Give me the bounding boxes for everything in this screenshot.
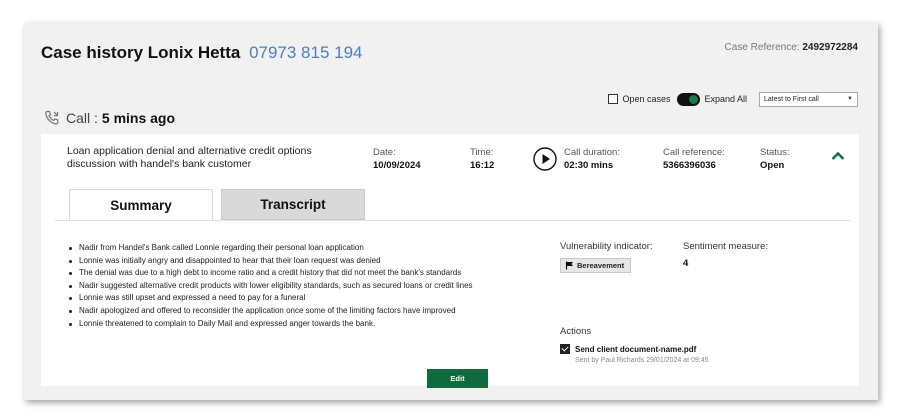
action-sent-info: Sent by Paul Richards 29/01/2024 at 09:45 <box>575 357 709 364</box>
summary-list <box>67 242 537 330</box>
call-label: Call : <box>66 110 98 126</box>
play-recording-icon[interactable] <box>533 147 557 171</box>
summary-item: Nadir suggested alternative credit products with lower eligibility standards, such as secured loans or credit lines <box>67 280 537 293</box>
page-title <box>41 43 363 63</box>
call-time-ago: 5 mins ago <box>101 110 176 126</box>
vulnerability-badge-text: Bereavement <box>577 261 625 270</box>
actions-heading: Actions <box>560 326 592 337</box>
case-reference-label: Case Reference: <box>724 42 800 53</box>
date-value: 10/09/2024 <box>373 160 421 171</box>
case-reference-value: 2492972284 <box>802 42 858 53</box>
chevron-up-icon[interactable] <box>831 151 845 161</box>
call-status <box>760 146 790 172</box>
time-value: 16:12 <box>470 160 495 171</box>
open-cases-label: Open cases <box>622 94 671 104</box>
summary-item: Lonnie was still upset and expressed a need to pay for a funeral <box>67 292 537 305</box>
list-controls <box>608 91 858 107</box>
sentiment-label: Sentiment measure: <box>683 241 769 252</box>
flag-icon <box>565 261 574 270</box>
expand-all-toggle[interactable] <box>677 93 700 106</box>
expand-all-label: Expand All <box>704 94 747 104</box>
action-item <box>560 344 696 354</box>
call-reference <box>663 146 725 172</box>
edit-button[interactable]: Edit <box>427 369 488 388</box>
case-reference <box>725 42 858 53</box>
open-cases-checkbox[interactable] <box>608 94 618 104</box>
summary-item: Lonnie was initially angry and disappointed to hear that their loan request was denied <box>67 255 537 268</box>
chevron-down-icon: ▼ <box>847 95 853 102</box>
reference-value: 5366396036 <box>663 160 716 171</box>
vulnerability-label: Vulnerability indicator: <box>560 241 653 252</box>
summary-item: Lonnie threatened to complain to Daily Mail and expressed anger towards the bank. <box>67 318 537 331</box>
action-checkbox[interactable] <box>560 344 570 354</box>
tab-transcript[interactable]: Transcript <box>221 189 365 220</box>
call-card-header[interactable] <box>41 134 859 178</box>
sentiment-value: 4 <box>683 258 689 269</box>
call-card <box>41 134 859 386</box>
phone-incoming-icon <box>44 110 60 126</box>
case-history-panel <box>24 22 878 400</box>
call-subject: Loan application denial and alternative credit options discussion with handel's bank customer <box>67 145 312 170</box>
duration-label: Call duration: <box>564 147 620 158</box>
case-title: Case history Lonix Hetta <box>41 43 241 62</box>
call-date <box>373 146 421 172</box>
sort-select[interactable] <box>759 92 858 107</box>
toggle-knob <box>689 95 698 104</box>
call-header <box>44 110 175 126</box>
summary-item: Nadir apologized and offered to reconsider the application once some of the limiting factors have improved <box>67 305 537 318</box>
call-time <box>470 146 494 172</box>
phone-number-link[interactable]: 07973 815 194 <box>249 43 363 62</box>
summary-item: Nadir from Handel's Bank called Lonnie regarding their personal loan application <box>67 242 537 255</box>
status-label: Status: <box>760 147 790 158</box>
reference-label: Call reference: <box>663 147 725 158</box>
sort-select-value: Latest to First call <box>764 95 819 103</box>
duration-value: 02:30 mins <box>564 160 614 171</box>
call-duration <box>564 146 620 172</box>
tab-divider <box>55 220 851 221</box>
time-label: Time: <box>470 147 494 158</box>
status-value: Open <box>760 160 785 171</box>
date-label: Date: <box>373 147 396 158</box>
action-item-label: Send client document-name.pdf <box>575 344 697 354</box>
vulnerability-badge <box>560 258 631 273</box>
summary-item: The denial was due to a high debt to income ratio and a credit history that did not meet the bank's standards <box>67 267 537 280</box>
tab-summary[interactable]: Summary <box>69 189 213 221</box>
